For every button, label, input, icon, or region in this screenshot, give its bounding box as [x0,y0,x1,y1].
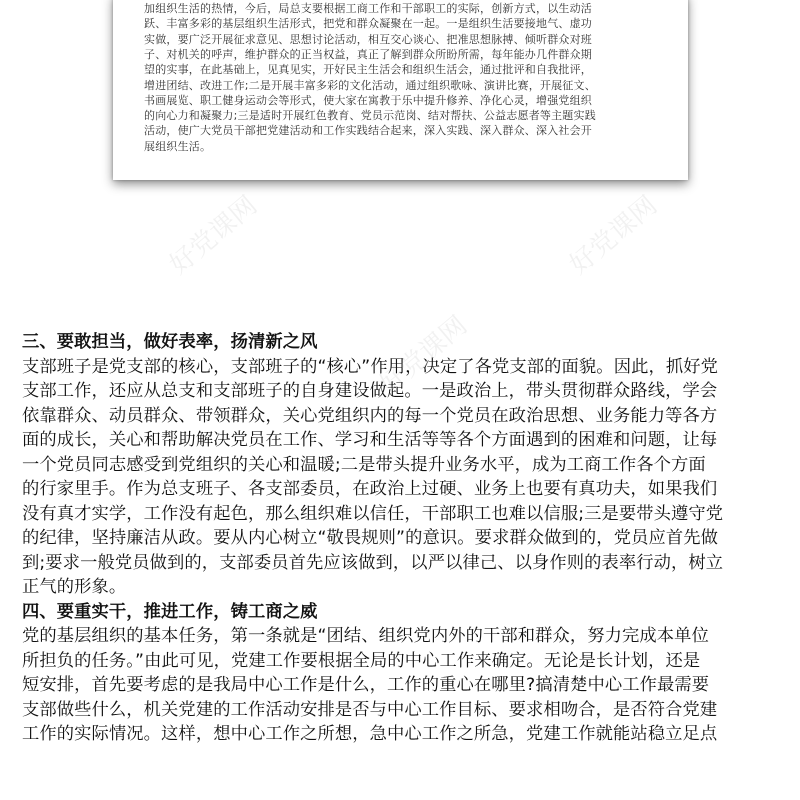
body-text-line: 依靠群众、动员群众、带领群众，关心党组织内的每一个党员在政治思想、业务能力等各方 [22,405,718,426]
body-text-line: 支部班子是党支部的核心，支部班子的“核心”作用，决定了各党支部的面貌。因此，抓好党 [22,356,718,377]
body-text-line: 到;要求一般党员做到的，支部委员首先应该做到，以严以律己、以身作则的表率行动，树立 [22,552,724,573]
watermark: 好党课网 [164,190,264,281]
card-text-line: 子、对机关的呼声，维护群众的正当权益，真正了解到群众所盼所需，每年能办几件群众期 [144,47,592,61]
section-heading: 三、要敢担当，做好表率，扬清新之风 [22,332,318,352]
card-text-line: 展组织生活。 [144,139,212,153]
card-text-line: 活动，使广大党员干部把党建活动和工作实践结合起来，深入实践、深入群众、深入社会开 [144,124,592,138]
body-text-line: 没有真才实学，工作没有起色，那么组织难以信任，干部职工也难以信服;三是要带头遵守党 [22,503,724,524]
card-text-line: 加组织生活的热情，今后，局总支要根据工商工作和干部职工的实际，创新方式，以生动活 [144,2,592,15]
document-page-preview [113,0,688,180]
body-text-line: 短安排，首先要考虑的是我局中心工作是什么，工作的重心在哪里?搞清楚中心工作最需要 [22,675,710,695]
card-text-line: 跃、丰富多彩的基层组织生活形式，把党和群众凝聚在一起。一是组织生活要接地气、虚功 [144,17,592,31]
card-text-line: 书画展览、职工健身运动会等形式，使大家在寓教于乐中提升修养、净化心灵，增强党组织 [144,93,592,107]
body-text-line: 支部工作，还应从总支和支部班子的自身建设做起。一是政治上，带头贯彻群众路线，学会 [22,381,718,401]
body-text-line: 面的成长，关心和帮助解决党员在工作、学习和生活等等各个方面遇到的困难和问题，让每 [22,430,718,450]
body-text-line: 党的基层组织的基本任务，第一条就是“团结、组织党内外的干部和群众，努力完成本单位 [22,626,709,646]
body-text-line: 的纪律，坚持廉洁从政。要从内心树立“敬畏规则”的意识。要求群众做到的，党员应首先做 [22,528,718,548]
body-text-line: 所担负的任务。”由此可见，党建工作要根据全局的中心工作来确定。无论是长计划，还是 [22,650,701,671]
body-text-line: 一个党员同志感受到党组织的关心和温暖;二是带头提升业务水平，成为工商工作各个方面 [22,454,706,475]
body-text-line: 正气的形象。 [22,577,127,597]
section-heading: 四、要重实干，推进工作，铸工商之威 [22,601,318,622]
card-text-line: 的向心力和凝聚力;三是适时开展红色教育、党员示范岗、结对帮扶、公益志愿者等主题实践 [144,109,596,123]
watermark: 好党课网 [374,310,474,401]
card-text-line: 实做，要广泛开展征求意见、思想讨论活动，相互交心谈心、把准思想脉搏、倾听群众对班 [144,32,592,46]
card-text-line: 增进团结、改进工作;二是开展丰富多彩的文化活动，通过组织歌咏、演讲比赛，开展征文、 [144,78,596,92]
watermark: 好党课网 [564,190,664,281]
card-text-line: 望的实事，在此基础上，见真见实，开好民主生活会和组织生活会，通过批评和自我批评， [144,63,592,77]
body-text-line: 支部做些什么，机关党建的工作活动安排是否与中心工作目标、要求相吻合，是否符合党建 [22,699,718,720]
body-text-line: 工作的实际情况。这样，想中心工作之所想，急中心工作之所急，党建工作就能站稳立足点 [22,724,718,744]
body-text-line: 的行家里手。作为总支班子、各支部委员，在政治上过硬、业务上也要有真功夫，如果我们 [22,479,718,499]
